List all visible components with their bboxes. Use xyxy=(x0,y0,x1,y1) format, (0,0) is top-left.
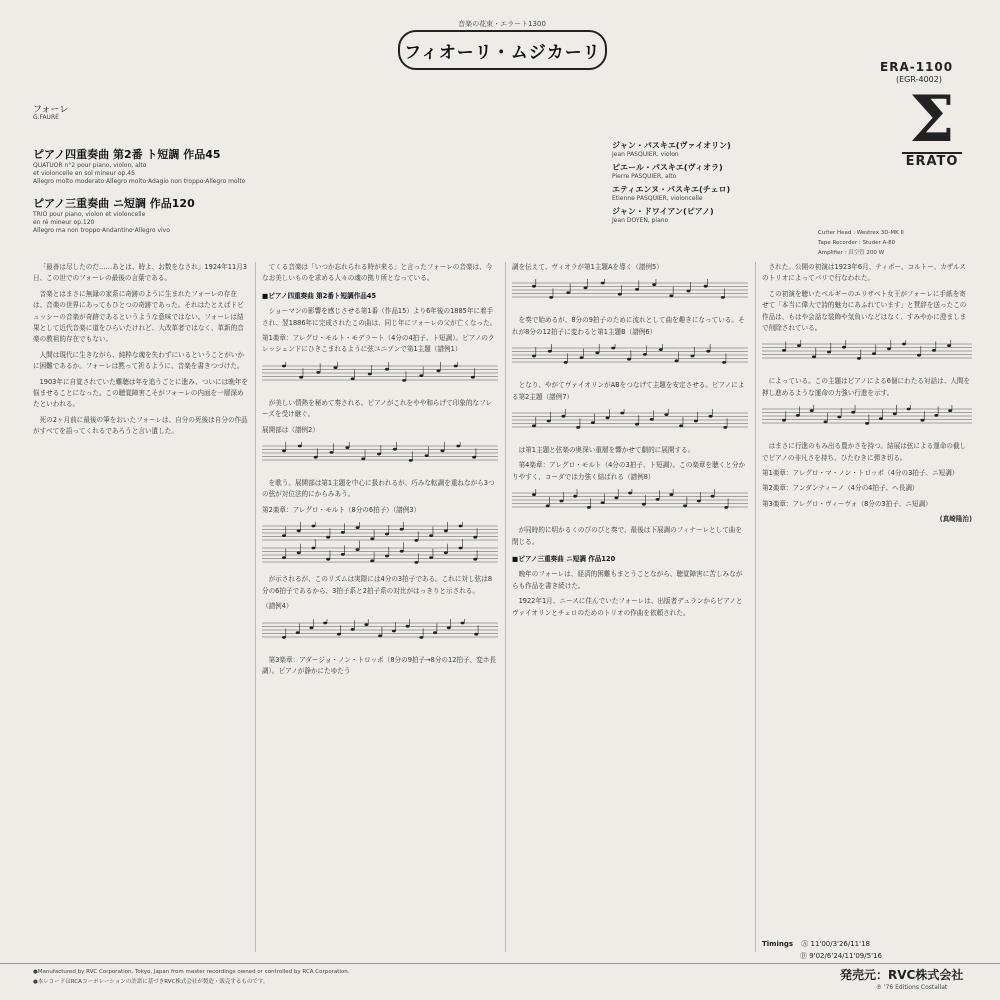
music-example-10 xyxy=(762,405,972,435)
note-head-icon xyxy=(601,282,605,285)
column-divider xyxy=(505,262,506,952)
music-staff-icon xyxy=(762,405,972,435)
work-2-title: ピアノ三重奏曲 ニ短調 作品120 xyxy=(33,197,195,210)
paragraph: 晩年のフォーレは、経済的困難もまとうことながら、聴覚障害に苦しみながらも作品を書き続けた。 xyxy=(512,570,743,590)
note-head-icon xyxy=(934,414,938,417)
note-head-icon xyxy=(865,422,869,425)
note-head-icon xyxy=(782,419,786,422)
paragraph: てくる音楽は「いつか忘れられる時が来る」と言ったフォーレの音楽は、今なお美しいものを求める人々の魂の拠り所となっている。 xyxy=(262,263,493,283)
note-head-icon xyxy=(810,409,814,412)
example-caption: （譜例4） xyxy=(262,602,293,611)
note-head-icon xyxy=(591,421,595,424)
timings-side-a: Ⓐ 11'00/3'26/11'18 xyxy=(801,940,870,948)
note-head-icon xyxy=(351,628,355,631)
note-head-icon xyxy=(429,534,433,537)
note-head-icon xyxy=(437,369,441,372)
note-head-icon xyxy=(341,531,345,534)
note-head-icon xyxy=(642,503,646,506)
performer-2-en: Pierre PASQUIER, alto xyxy=(612,173,677,180)
paragraph: は第1主題と弦楽の奥深い重層を響かせて劇的に展開する。 xyxy=(518,446,695,455)
note-head-icon xyxy=(614,497,618,500)
note-head-icon xyxy=(370,560,374,563)
note-head-icon xyxy=(298,445,302,448)
note-head-icon xyxy=(459,547,463,550)
note-head-icon xyxy=(722,361,726,364)
footer-note-jp: ●本レコードはRCAコーポレーションの許諾に基づきRVC株式会社が製造・販売するものです。 xyxy=(33,979,269,985)
note-head-icon xyxy=(309,626,313,629)
note-head-icon xyxy=(573,495,577,498)
note-head-icon xyxy=(659,348,663,351)
note-head-icon xyxy=(368,372,372,375)
note-head-icon xyxy=(532,424,536,427)
paragraph: が同時的に明かるくのびのびと奏で、最後は下展調のフィナーレとして曲を閉じる。 xyxy=(512,526,742,546)
note-head-icon xyxy=(323,621,327,624)
music-staff-icon xyxy=(262,522,498,568)
paragraph: を歌う。展開部は第1主題を中心に扱われるが、巧みな転調を重ねながら3つの弦が対位法的にからみあう。 xyxy=(262,479,495,499)
note-head-icon xyxy=(635,423,639,426)
section-heading: ■ピアノ三重奏曲 ニ短調 作品120 xyxy=(512,555,616,564)
work-1-line-3: Allegro molto moderato·Allegro molto·Adagio non troppo·Allegro molto xyxy=(33,178,246,185)
paragraph: 第3楽章：アダージョ・ノン・トロッポ（8分の9拍子→8分の12拍子、変ホ長調）。ピアノが静かにたゆたう xyxy=(262,655,496,675)
note-head-icon xyxy=(704,285,708,288)
note-head-icon xyxy=(532,285,536,288)
example-caption: 第1楽章：アレグロ・モルト・モデラート（4分の4拍子、ト短調）。ピアノのクレッシェンドにひきこまれるように弦ユニゾンで第1主題（譜例1） xyxy=(262,334,495,354)
note-head-icon xyxy=(406,624,410,627)
note-head-icon xyxy=(447,626,451,629)
paragraph: この初演を聴いたベルギーのエリザベト女王がフォーレに手紙を寄せて「本当に偉大で詩的魅力にあふれています」と賛辞を送ったこの作品は、もはや会話な装飾や気負いなどはなく、すみやかに澄ましまで削除されている。 xyxy=(762,289,967,333)
note-head-icon xyxy=(548,350,552,353)
paragraph: が美しい情熱を秘めて奏される。ピアノがこれをやや和らげて印象的なフレーズを受け継ぐ。 xyxy=(262,398,492,419)
note-head-icon xyxy=(628,492,632,495)
note-head-icon xyxy=(546,505,550,508)
work-1-line-1: QUATUOR n°2 pour piano, violon, alto xyxy=(33,162,147,169)
note-head-icon xyxy=(721,296,725,299)
note-head-icon xyxy=(314,456,318,459)
work-2-line-3: Allegro ma non troppo·Andantino·Allegro vivo xyxy=(33,227,170,234)
note-head-icon xyxy=(917,354,921,357)
note-head-icon xyxy=(297,552,301,555)
note-head-icon xyxy=(947,345,951,348)
note-head-icon xyxy=(425,454,429,457)
note-head-icon xyxy=(282,636,286,639)
note-head-icon xyxy=(361,457,365,460)
note-head-icon xyxy=(473,558,477,561)
note-head-icon xyxy=(559,500,563,503)
note-head-icon xyxy=(902,343,906,346)
performer-3: エティエンヌ・パスキエ(チェロ) xyxy=(612,185,731,194)
series-small: 音楽の花束・エラート1300 xyxy=(458,20,546,28)
note-head-icon xyxy=(474,632,478,635)
note-head-icon xyxy=(907,408,911,411)
music-example-9 xyxy=(762,340,972,370)
note-head-icon xyxy=(932,349,936,352)
note-head-icon xyxy=(920,419,924,422)
note-head-icon xyxy=(532,355,536,358)
note-head-icon xyxy=(351,377,355,380)
note-head-icon xyxy=(842,346,846,349)
note-head-icon xyxy=(812,356,816,359)
liner-column-3 xyxy=(512,262,748,952)
tech-cutter: Cutter Head : Westrex 3D-MK II xyxy=(818,230,904,236)
note-head-icon xyxy=(711,495,715,498)
note-head-icon xyxy=(824,421,828,424)
paragraph: 調を伝えて、ヴィオラが第1主題Aを導く（譜例5） xyxy=(512,263,663,271)
music-example-5 xyxy=(512,279,748,309)
composer-en: G.FAURÉ xyxy=(33,114,59,121)
catalog-number: ERA-1100 xyxy=(880,60,954,74)
sigma-icon: Σ xyxy=(909,82,955,157)
note-head-icon xyxy=(364,623,368,626)
note-head-icon xyxy=(400,528,404,531)
erato-wordmark: ERATO xyxy=(902,152,962,169)
note-head-icon xyxy=(473,536,477,539)
note-head-icon xyxy=(393,448,397,451)
note-head-icon xyxy=(356,526,360,529)
note-head-icon xyxy=(706,350,710,353)
performer-3-en: Etienne PASQUIER, violoncelle xyxy=(612,195,703,202)
note-head-icon xyxy=(461,621,465,624)
note-head-icon xyxy=(561,415,565,418)
liner-column-2 xyxy=(262,262,498,952)
note-head-icon xyxy=(400,550,404,553)
note-head-icon xyxy=(454,364,458,367)
note-head-icon xyxy=(650,418,654,421)
note-head-icon xyxy=(414,561,418,564)
work-1-title: ピアノ四重奏曲 第2番 ト短調 作品45 xyxy=(33,148,221,161)
paragraph: された。公開の初演は1923年6月、ティボー、コルトー、カザルスのトリオによってパリで行なわれた。 xyxy=(762,263,967,283)
note-head-icon xyxy=(643,353,647,356)
note-head-icon xyxy=(282,364,286,367)
note-head-icon xyxy=(330,451,334,454)
tech-amp: Amplifier : 真空管 200 W xyxy=(818,250,885,256)
note-head-icon xyxy=(948,409,952,412)
note-head-icon xyxy=(687,290,691,293)
note-head-icon xyxy=(796,414,800,417)
note-head-icon xyxy=(606,416,610,419)
publisher: 発売元：RVC株式会社 xyxy=(840,968,964,982)
note-head-icon xyxy=(471,376,475,379)
music-staff-icon xyxy=(762,340,972,370)
note-head-icon xyxy=(723,426,727,429)
composer-jp: フォーレ xyxy=(33,105,69,115)
note-head-icon xyxy=(414,539,418,542)
liner-column-1 xyxy=(33,262,248,952)
paragraph: 死の2ヶ月前に最後の筆をおいたフォーレは、自分の死後は自分の作品がすべてを語ってくれるであろうと言い遺した。 xyxy=(33,415,248,436)
note-head-icon xyxy=(337,632,341,635)
note-head-icon xyxy=(656,498,660,501)
note-head-icon xyxy=(635,288,639,291)
note-head-icon xyxy=(392,629,396,632)
note-head-icon xyxy=(675,360,679,363)
tech-specs xyxy=(818,228,978,258)
note-head-icon xyxy=(857,357,861,360)
note-head-icon xyxy=(385,368,389,371)
music-staff-icon xyxy=(262,362,498,392)
performer-1-en: Jean PASQUIER, violon xyxy=(612,151,679,158)
note-head-icon xyxy=(587,506,591,509)
note-head-icon xyxy=(385,555,389,558)
work-2-line-1: TRIO pour piano, violon et violoncelle xyxy=(33,211,146,218)
note-head-icon xyxy=(827,351,831,354)
note-head-icon xyxy=(370,538,374,541)
note-head-icon xyxy=(887,348,891,351)
note-head-icon xyxy=(664,413,668,416)
note-head-icon xyxy=(326,536,330,539)
catalog-sub: (EGR-4002) xyxy=(896,75,942,84)
note-head-icon xyxy=(296,631,300,634)
tech-tape: Tape Recorder : Studer A-80 xyxy=(818,240,896,246)
work-1-line-2: et violoncelle en sol mineur op.45 xyxy=(33,170,135,177)
note-head-icon xyxy=(564,361,568,364)
paragraph: 音楽とはまさに無縁の家系に奇跡のように生まれたフォーレの存在は、音楽の世界にあってもひとつの奇跡であった。それはたとえばドビュッシーの音楽が奇跡であるというような意味ではない。フォーレは結果として近代音楽に道をひらいたけれど、大改革者ではなく、革新的音楽の教祖的存在でもない。 xyxy=(33,289,244,344)
note-head-icon xyxy=(797,345,801,348)
series-title-banner xyxy=(398,30,607,70)
note-head-icon xyxy=(532,493,536,496)
timings-label: Timings xyxy=(762,940,794,948)
note-head-icon xyxy=(620,412,624,415)
note-head-icon xyxy=(377,453,381,456)
note-head-icon xyxy=(419,636,423,639)
note-head-icon xyxy=(378,634,382,637)
note-head-icon xyxy=(456,445,460,448)
music-example-8 xyxy=(512,489,748,519)
note-head-icon xyxy=(282,556,286,559)
note-head-icon xyxy=(652,284,656,287)
note-head-icon xyxy=(472,456,476,459)
note-head-icon xyxy=(316,371,320,374)
note-head-icon xyxy=(851,411,855,414)
paragraph: 人間は現代に生きながら、純粋な魂を失わずにいるということがいかに困難であるか。フォーレは黙って祈るように、音楽を書きつづけた。 xyxy=(33,350,244,371)
note-head-icon xyxy=(618,293,622,296)
paragraph: によっている。この主題はピアノによる6個にわたる対話は、人間を押し進めるような運命の力強い行進を示す。 xyxy=(762,377,971,397)
section-heading: ■ピアノ四重奏曲 第2番ト短調作品45 xyxy=(262,291,377,300)
paragraph: 「最善は尽したのだ……あとは、時よ、お数をなされ」1924年11月3日、この世でのフォーレの最後の言葉である。 xyxy=(33,263,247,283)
note-head-icon xyxy=(611,347,615,350)
note-head-icon xyxy=(440,449,444,452)
paragraph: 1922年1月、ニースに住んでいたフォーレは、出版者デュランからピアノとヴァイオリンとチェロのためのトリオの作曲を依頼された。 xyxy=(512,597,743,617)
music-staff-icon xyxy=(262,619,498,649)
note-head-icon xyxy=(402,379,406,382)
note-head-icon xyxy=(566,292,570,295)
note-head-icon xyxy=(580,356,584,359)
movement-1: 第1楽章：アレグロ・マ・ノン・トロッポ（4分の3拍子、ニ短調） xyxy=(762,469,959,478)
note-head-icon xyxy=(697,500,701,503)
note-head-icon xyxy=(709,415,713,418)
note-head-icon xyxy=(419,374,423,377)
note-head-icon xyxy=(601,501,605,504)
music-example-7 xyxy=(512,409,748,439)
note-head-icon xyxy=(893,413,897,416)
footer-rule xyxy=(0,963,1000,964)
series-title: フィオーリ・ムジカーリ xyxy=(404,42,601,63)
note-head-icon xyxy=(334,366,338,369)
movement-2: 第2楽章：アンダンティーノ（4分の4拍子、ヘ長調） xyxy=(762,484,919,493)
performer-2: ピエール・パスキエ(ヴィオラ) xyxy=(612,163,723,172)
note-head-icon xyxy=(576,426,580,429)
copyright: ℗ '76 Editions Costallat xyxy=(876,984,948,991)
music-example-3 xyxy=(262,522,498,568)
note-head-icon xyxy=(326,558,330,561)
footer-note-en: ●Manufactured by RVC Corporation, Tokyo, Japan from master recordings owned or controlled by RCA Corporation. xyxy=(33,969,350,975)
note-head-icon xyxy=(584,287,588,290)
paragraph: となり、やがてヴァイオリンがABをつなげて主題を安定させる。ピアノによる第2主題（譜例7） xyxy=(512,381,745,401)
note-head-icon xyxy=(872,353,876,356)
note-head-icon xyxy=(433,631,437,634)
note-head-icon xyxy=(782,349,786,352)
note-head-icon xyxy=(669,295,673,298)
music-example-6 xyxy=(512,344,748,374)
note-head-icon xyxy=(837,416,841,419)
note-head-icon xyxy=(444,530,448,533)
erato-logo xyxy=(896,82,968,169)
note-head-icon xyxy=(549,296,553,299)
note-head-icon xyxy=(345,446,349,449)
note-head-icon xyxy=(683,505,687,508)
note-head-icon xyxy=(341,553,345,556)
work-2 xyxy=(33,195,363,235)
performer-4: ジャン・ドワイアン(ピアノ) xyxy=(612,207,714,216)
movement-3: 第3楽章：アレグロ・ヴィーヴォ（8分の3拍子、ニ短調） xyxy=(762,499,932,508)
paragraph: を奏で始めるが、8分の9拍子のために流れとして曲を趣きになっている。それが8分の12拍子に変わると第1主題B（譜例6） xyxy=(512,316,745,336)
music-staff-icon xyxy=(512,344,748,374)
note-head-icon xyxy=(690,355,694,358)
note-head-icon xyxy=(459,525,463,528)
liner-column-4 xyxy=(762,262,972,902)
work-2-line-2: en ré mineur op.120 xyxy=(33,219,95,226)
paragraph: が示されるが、このリズムは実際には4分の3拍子である。これに対し弦は8分の6拍子であるから、3拍子系と2拍子系の対比がはっきりと示される。 xyxy=(262,575,493,595)
column-divider xyxy=(755,262,756,952)
performers xyxy=(612,140,812,225)
note-head-icon xyxy=(595,352,599,355)
note-head-icon xyxy=(879,417,883,420)
example-caption: 第2楽章：アレグロ・モルト（8分の6拍子）（譜例3） xyxy=(262,505,421,514)
note-head-icon xyxy=(282,534,286,537)
timings xyxy=(762,938,882,962)
note-head-icon xyxy=(627,358,631,361)
music-staff-icon xyxy=(512,409,748,439)
work-1 xyxy=(33,146,363,186)
note-head-icon xyxy=(299,376,303,379)
music-staff-icon xyxy=(512,279,748,309)
column-divider xyxy=(255,262,256,952)
note-head-icon xyxy=(356,548,360,551)
paragraph: はまさに行進のもみ出る豊かさを持つ。結展は弦による運命の截しでピアノの非凡さを持ち、ひたむきに弾き切る。 xyxy=(762,442,967,462)
note-head-icon xyxy=(311,525,315,528)
paragraph: 第4楽章：アレグロ・モルト（4分の3拍子、ト短調）。この楽章を聴くと分かりやすく、コーダでは力強く結ばれる（譜例8） xyxy=(512,461,746,481)
example-caption: 展開部は（譜例2） xyxy=(262,425,319,434)
note-head-icon xyxy=(669,493,673,496)
music-example-1 xyxy=(262,362,498,392)
music-staff-icon xyxy=(262,442,498,472)
paragraph: 1903年に自覚されていた難聴は年を追うごとに進み、ついには晩年を悩ませることになった。この聴覚障害こそがフォーレの内面を一層深めたといわれる。 xyxy=(33,377,248,409)
note-head-icon xyxy=(429,556,433,559)
music-staff-icon xyxy=(512,489,748,519)
note-head-icon xyxy=(297,530,301,533)
note-head-icon xyxy=(311,547,315,550)
note-head-icon xyxy=(385,533,389,536)
note-head-icon xyxy=(409,459,413,462)
music-example-4 xyxy=(262,619,498,649)
author-signature: (真崎隆治) xyxy=(939,515,972,524)
note-head-icon xyxy=(694,420,698,423)
note-head-icon xyxy=(724,506,728,509)
performer-1: ジャン・パスキエ(ヴァイオリン) xyxy=(612,141,731,150)
timings-side-b: Ⓑ 9'02/6'24/11'09/5'16 xyxy=(800,952,882,960)
note-head-icon xyxy=(679,424,683,427)
note-head-icon xyxy=(547,420,551,423)
music-example-2 xyxy=(262,442,498,472)
note-head-icon xyxy=(444,552,448,555)
paragraph: ショーマンの影響を感じさせる第1番（作品15）より6年後の1885年に着手され、翌1886年に完成されたこの曲は、同じ年にフォーレの父が亡くなった。 xyxy=(262,307,497,327)
note-head-icon xyxy=(282,449,286,452)
performer-4-en: Jean DOYEN, piano xyxy=(612,217,669,224)
